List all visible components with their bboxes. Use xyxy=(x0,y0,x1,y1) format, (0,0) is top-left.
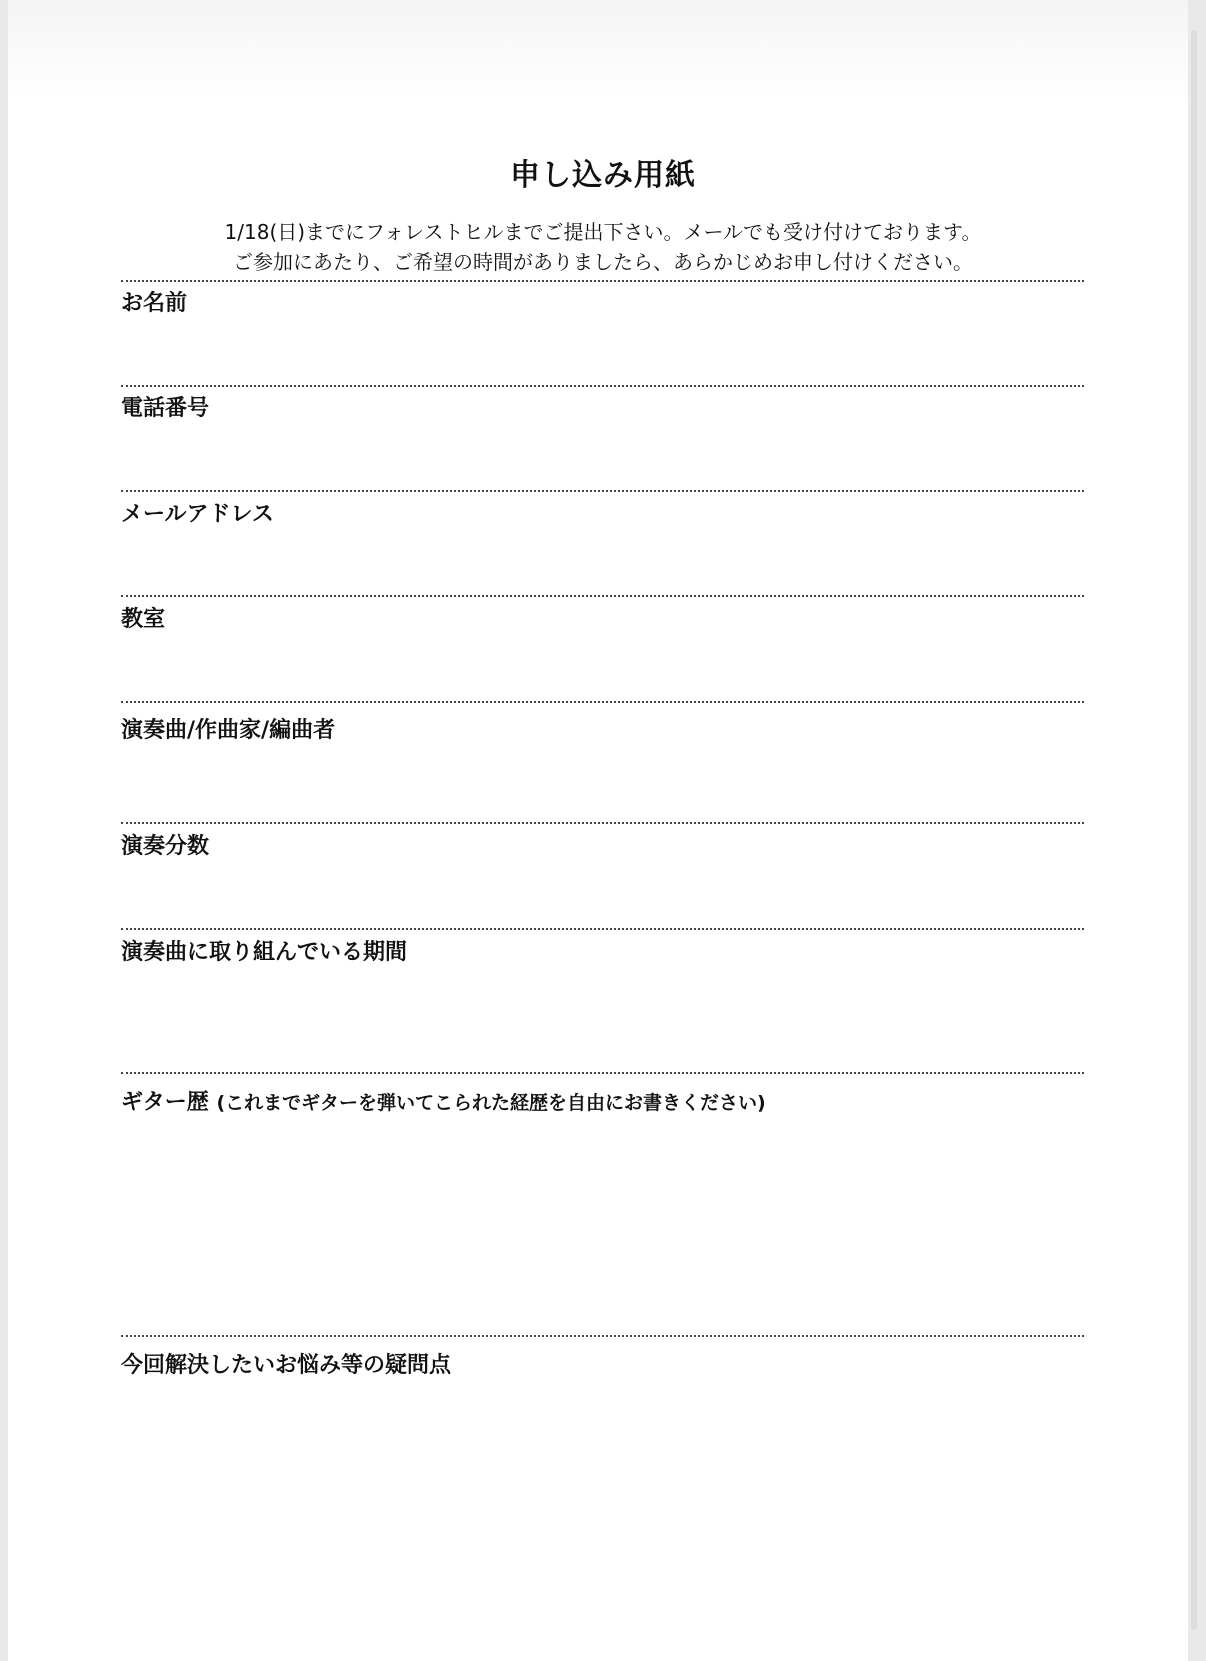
field-divider xyxy=(121,595,1084,597)
practice-period-answer-area[interactable] xyxy=(121,971,1084,1071)
field-label-classroom: 教室 xyxy=(121,607,166,632)
field-label-phone: 電話番号 xyxy=(121,396,210,421)
field-divider xyxy=(121,280,1084,282)
field-label-questions: 今回解決したいお悩み等の疑問点 xyxy=(121,1353,452,1378)
name-answer-area[interactable] xyxy=(121,322,1084,384)
questions-answer-area[interactable] xyxy=(121,1384,1084,1624)
field-label-email: メールアドレス xyxy=(121,502,274,527)
field-label-name: お名前 xyxy=(121,291,188,316)
phone-answer-area[interactable] xyxy=(121,427,1084,489)
guitar-history-note: (これまでギターを弾いてこられた経歴を自由にお書きください) xyxy=(216,1092,766,1114)
duration-answer-area[interactable] xyxy=(121,865,1084,927)
field-divider xyxy=(121,822,1084,824)
field-divider xyxy=(121,1072,1084,1074)
guitar-history-label: ギター歴 xyxy=(121,1090,209,1115)
field-divider xyxy=(121,385,1084,387)
field-label-guitar-history xyxy=(121,1088,766,1118)
top-shade xyxy=(8,0,1188,100)
guitar-history-answer-area[interactable] xyxy=(121,1121,1084,1334)
form-title: 申し込み用紙 xyxy=(510,158,696,193)
instruction-line-1: 1/18(日)までにフォレストヒルまでご提出下さい。メールでも受け付けております。 xyxy=(224,220,982,244)
field-label-piece: 演奏曲/作曲家/編曲者 xyxy=(121,718,336,743)
email-answer-area[interactable] xyxy=(121,533,1084,594)
field-label-practice-period: 演奏曲に取り組んでいる期間 xyxy=(121,940,408,965)
field-divider xyxy=(121,1335,1084,1337)
piece-answer-area[interactable] xyxy=(121,749,1084,821)
field-divider xyxy=(121,701,1084,703)
classroom-answer-area[interactable] xyxy=(121,638,1084,700)
field-label-duration: 演奏分数 xyxy=(121,834,210,859)
instruction-line-2: ご参加にあたり、ご希望の時間がありましたら、あらかじめお申し付けください。 xyxy=(233,250,973,274)
field-divider xyxy=(121,928,1084,930)
field-divider xyxy=(121,490,1084,492)
